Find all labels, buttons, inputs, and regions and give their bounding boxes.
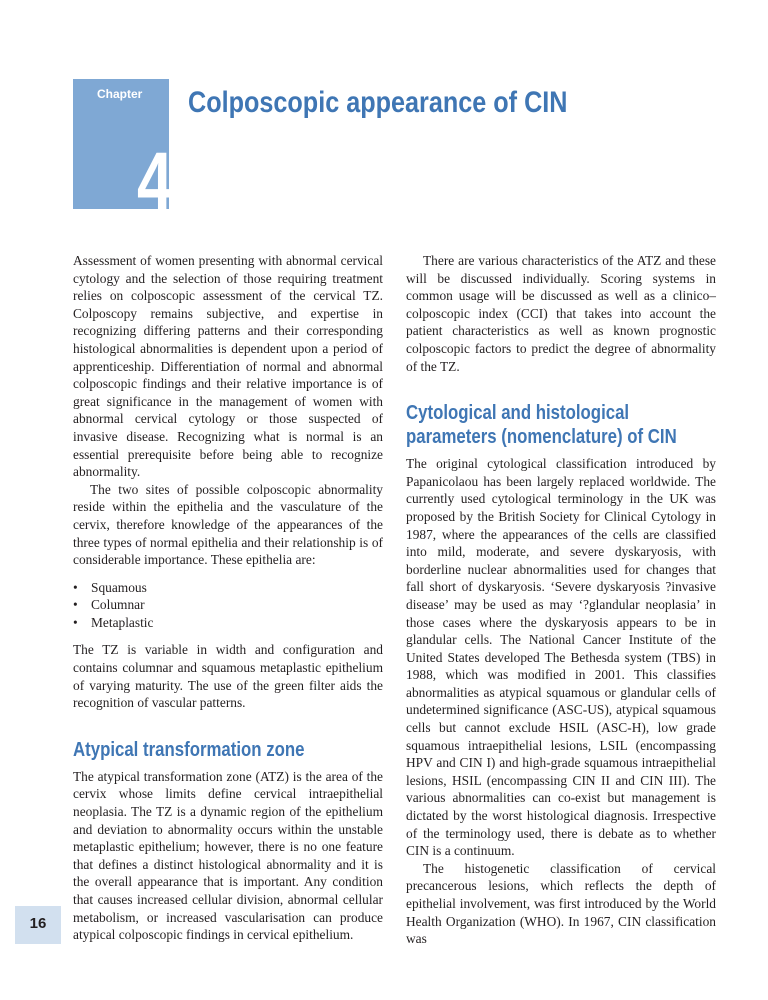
left-column xyxy=(73,252,383,944)
epithelia-list xyxy=(73,579,383,632)
epithelia-paragraph: The two sites of possible colposcopic abnormality reside within the epithelia and the vasculature of the cervix, therefore knowledge of the appearances of the three types of normal epithelia and their relationship is of considerable importance. These epithelia are: xyxy=(73,481,383,568)
chapter-number: 4 xyxy=(137,136,173,227)
section-heading-atz: Atypical transformation zone xyxy=(73,738,305,761)
list-item: • Metaplastic xyxy=(73,614,154,630)
chapter-badge xyxy=(73,79,173,227)
cytology-paragraph: The original cytological classification introduced by Papanicolaou has been largely replaced worldwide. The currently used cytological terminology in the UK was proposed by the British Society for Clinical Cytology in 1987, where the appearances of the cells are classified into mild, moderate, and severe dyskaryosis, with borderline nuclear abnormalities used for changes that fall short of dyskaryosis. ‘Severe dyskaryosis ?invasive disease’ may be used as may ‘?glandular neoplasia’ in those cases where the dyskaryosis appears to be in glandular cells. The National Cancer Institute of the United States developed The Bethesda system (TBS) in 1988, which was modified in 2001. This classifies abnormalities as atypical squamous or glandular cells of undetermined significance (ASC-US), atypical squamous cells but cannot exclude HSIL (ASC-H), low grade squamous intraepithelial lesions, LSIL (encompassing HPV and CIN I) and high-grade squamous intraepithelial lesions, HSIL (encompassing CIN II and CIN III). The various abnormalities can co-exist but management is dictated by the worst histological diagnosis. Irrespective of the terminology used, there is debate as to whether CIN is a continuum. xyxy=(406,456,716,859)
page-number: 16 xyxy=(29,915,47,932)
section-heading-nomenclature: Cytological and histological parameters (nomenclature) of CIN xyxy=(406,402,677,449)
tz-paragraph: The TZ is variable in width and configuration and contains columnar and squamous metaplastic epithelium of varying maturity. The use of the green filter aids the recognition of vascular patterns. xyxy=(73,642,383,711)
page-number-tab xyxy=(15,906,61,944)
right-column xyxy=(406,252,716,948)
atz-characteristics-paragraph: There are various characteristics of the ATZ and these will be discussed individually. Scoring systems in common usage will be discussed as well as a clinico–colposcopic index (CCI) that takes into account the patient characteristics as well as known prognostic colposcopic factors to predict the degree of abnormality of the TZ. xyxy=(406,253,716,374)
histogenetic-paragraph: The histogenetic classification of cervical precancerous lesions, which reflects the depth of epithelial involvement, was first introduced by the World Health Organization (WHO). In 1967, CIN classification was xyxy=(406,860,716,947)
chapter-title: Colposcopic appearance of CIN xyxy=(188,86,568,119)
intro-paragraph: Assessment of women presenting with abnormal cervical cytology and the selection of those requiring treatment relies on colposcopic assessment of the cervical TZ. Colposcopy remains subjective, and expertise in recognizing differing patterns and their corresponding histological abnormalities is dependent upon a period of apprenticeship. Differentiation of normal and abnormal colposcopic findings and their relative importance is of great significance in the management of women with abnormal cervical cytology or those suspected of invasive disease. Recognizing what is normal is an essential prerequisite before being able to recognize abnormality. xyxy=(73,253,383,480)
list-item: • Squamous xyxy=(73,579,147,595)
chapter-label: Chapter xyxy=(97,87,143,101)
bullet-icon: • xyxy=(73,614,78,630)
bullet-icon: • xyxy=(73,579,78,595)
list-item: • Columnar xyxy=(73,597,145,613)
bullet-icon: • xyxy=(73,597,78,613)
atz-paragraph: The atypical transformation zone (ATZ) is the area of the cervix whose limits define cervical intraepithelial neoplasia. The TZ is a dynamic region of the epithelium and deviation to abnormality occurs within the unstable metaplastic epithelium; however, there is no one feature that defines a distinct histological abnormality and it is the overall appearance that is important. Any condition that causes increased cellular division, abnormal cellular metabolism, or increased vascularisation can produce atypical colposcopic findings in cervical epithelium. xyxy=(73,768,383,943)
